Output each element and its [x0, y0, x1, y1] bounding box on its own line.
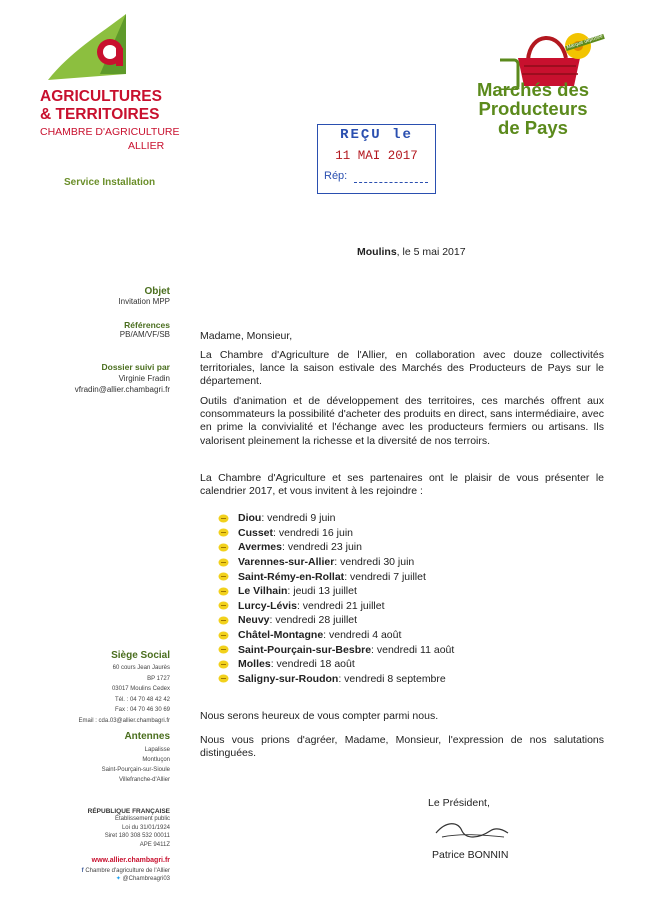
bullet-icon: [218, 514, 229, 523]
market-place: Diou: [238, 512, 262, 525]
list-item: [218, 642, 454, 657]
website-link[interactable]: www.allier.chambagri.fr: [91, 857, 170, 864]
mpp-line3: de Pays: [498, 117, 568, 138]
stamp-title: REÇU le: [340, 127, 413, 143]
bullet-icon: [218, 558, 229, 567]
bullet-icon: [218, 616, 229, 625]
stamp-date: 11 MAI 2017: [335, 149, 418, 163]
paragraph-5: Nous vous prions d'agréer, Madame, Monsieur, l'expression de nos salutations distinguées.: [200, 734, 604, 760]
market-place: Lurcy-Lévis: [238, 599, 297, 612]
siege-line: 60 cours Jean Jaurès: [112, 665, 170, 671]
signature-title: Le Président,: [428, 797, 490, 809]
paragraph-2: Outils d'animation et de développement des territoires, ces marchés offrent aux consommateurs la possibilité d'acheter des produits en direct, sans intermédiaire, avec en prime la convivialité et l'échange avec les producteurs fermiers ou artisans. Ils valorisent pleinement la richesse et la diversité de nos terroirs.: [200, 395, 604, 447]
list-item: [218, 511, 454, 526]
paragraph-4: Nous serons heureux de vous compter parmi nous.: [200, 710, 439, 722]
list-item: [218, 584, 454, 599]
bullet-icon: [218, 601, 229, 610]
siege-line: BP 1727: [147, 675, 170, 682]
siege-line: 03017 Moulins Cedex: [111, 686, 170, 692]
twitter-icon: ✦: [115, 876, 121, 882]
market-date: : vendredi 4 août: [323, 629, 402, 642]
republique-line: Loi du 31/01/1924: [121, 824, 170, 831]
mpp-line2: Producteurs: [478, 98, 588, 119]
references-heading: Références: [124, 320, 170, 330]
suivi-heading: Dossier suivi par: [101, 362, 170, 372]
market-date: : vendredi 23 juin: [281, 541, 362, 554]
logo-line-territoires: & TERRITOIRES: [40, 106, 160, 123]
siege-email[interactable]: Email : cda.03@allier.chambagri.fr: [78, 717, 170, 724]
market-place: Cusset: [238, 526, 274, 539]
twitter-label: @Chambreagri03: [122, 876, 170, 882]
mpp-line1: Marchés des: [476, 79, 590, 100]
siege-block: [10, 650, 170, 726]
list-item: [218, 526, 454, 541]
market-place: Le Vilhain: [238, 585, 288, 598]
antenne-item: Lapalisse: [144, 747, 170, 753]
paragraph-3: La Chambre d'Agriculture et ses partenaires ont le plaisir de vous présenter le calendrier 2017, et vous invitent à les rejoindre :: [200, 472, 604, 498]
facebook-label: Chambre d'agriculture de l'Allier: [85, 867, 170, 874]
republique-line: Siret 180 308 532 00011: [104, 833, 170, 839]
objet-block: [10, 286, 170, 306]
date-place: Moulins: [357, 246, 397, 258]
bullet-icon: [218, 528, 229, 537]
market-date: : vendredi 11 août: [371, 643, 455, 656]
list-item: [218, 599, 454, 614]
bullet-icon: [218, 631, 229, 640]
antennes-heading: Antennes: [124, 731, 170, 742]
logo-line-allier: ALLIER: [128, 140, 165, 152]
bullet-icon: [218, 674, 229, 683]
market-place: Saint-Rémy-en-Rollat: [238, 570, 345, 583]
market-place: Neuvy: [238, 614, 270, 627]
market-date: : vendredi 7 juillet: [344, 570, 426, 583]
logo-line-agricultures: AGRICULTURES: [40, 88, 162, 105]
market-place: Saligny-sur-Roudon: [238, 672, 339, 685]
republique-line: Établissement public: [114, 816, 170, 822]
market-date: : vendredi 18 août: [270, 658, 355, 671]
date-rest: , le 5 mai 2017: [396, 246, 466, 258]
logo-line-chambre: CHAMBRE D'AGRICULTURE: [40, 126, 180, 138]
bullet-icon: [218, 587, 229, 596]
market-place: Molles: [238, 658, 271, 671]
objet-value: Invitation MPP: [118, 297, 170, 306]
republique-block: [10, 808, 170, 849]
market-place: Saint-Pourçain-sur-Besbre: [238, 643, 372, 656]
antenne-item: Villefranche-d'Allier: [118, 777, 170, 783]
signature-name: Patrice BONNIN: [432, 849, 509, 861]
antennes-block: [10, 731, 170, 785]
siege-line: Tél. : 04 70 48 42 42: [114, 696, 170, 703]
suivi-block: [10, 362, 170, 394]
siege-line: Fax : 04 70 46 30 69: [114, 707, 170, 713]
list-item: [218, 628, 454, 643]
received-stamp: [317, 124, 436, 194]
market-date: : vendredi 16 juin: [273, 526, 353, 539]
market-date: : vendredi 21 juillet: [296, 599, 385, 612]
siege-heading: Siège Social: [111, 650, 170, 661]
references-value: PB/AM/VF/SB: [119, 330, 170, 339]
list-item: [218, 555, 454, 570]
antenne-item: Saint-Pourçain-sur-Sioule: [101, 767, 170, 773]
facebook-link[interactable]: [10, 867, 170, 876]
market-place: Varennes-sur-Allier: [238, 556, 335, 569]
stamp-rep: Rép:: [324, 170, 348, 182]
stamp-dotted-line: [354, 182, 428, 183]
mpp-logo-text: [463, 80, 603, 137]
suivi-email[interactable]: vfradin@allier.chambagri.fr: [74, 385, 170, 394]
market-date: : vendredi 8 septembre: [338, 672, 446, 685]
market-date: : vendredi 28 juillet: [269, 614, 358, 627]
bullet-icon: [218, 645, 229, 654]
service-label: Service Installation: [64, 177, 156, 188]
market-date: : vendredi 9 juin: [261, 512, 336, 525]
list-item: [218, 569, 454, 584]
bullet-icon: [218, 543, 229, 552]
web-block: [10, 857, 170, 884]
republique-line: APE 9411Z: [139, 841, 170, 848]
date-line: [357, 246, 466, 258]
list-item: [218, 657, 454, 672]
republique-heading: RÉPUBLIQUE FRANÇAISE: [87, 808, 170, 815]
market-date: : vendredi 30 juin: [334, 556, 415, 569]
logo-badge: Marque déposée: [566, 33, 604, 51]
paragraph-1: La Chambre d'Agriculture de l'Allier, en collaboration avec douze collectivités territoriales, lance la saison estivale des Marchés des Producteurs de Pays sur le département.: [200, 349, 604, 388]
antenne-item: Montluçon: [142, 757, 170, 763]
market-place: Avermes: [238, 541, 282, 554]
references-block: [10, 320, 170, 339]
list-item: [218, 672, 454, 687]
handwritten-signature: [432, 815, 512, 845]
list-item: [218, 613, 454, 628]
list-item: [218, 540, 454, 555]
bullet-icon: [218, 660, 229, 669]
salutation: Madame, Monsieur,: [200, 330, 293, 342]
bullet-icon: [218, 572, 229, 581]
markets-list: [218, 511, 454, 686]
market-date: : jeudi 13 juillet: [287, 585, 357, 598]
twitter-link[interactable]: [10, 875, 170, 884]
suivi-name: Virginie Fradin: [118, 374, 170, 383]
facebook-icon: f: [81, 867, 84, 874]
objet-heading: Objet: [144, 286, 170, 297]
market-place: Châtel-Montagne: [238, 629, 324, 642]
